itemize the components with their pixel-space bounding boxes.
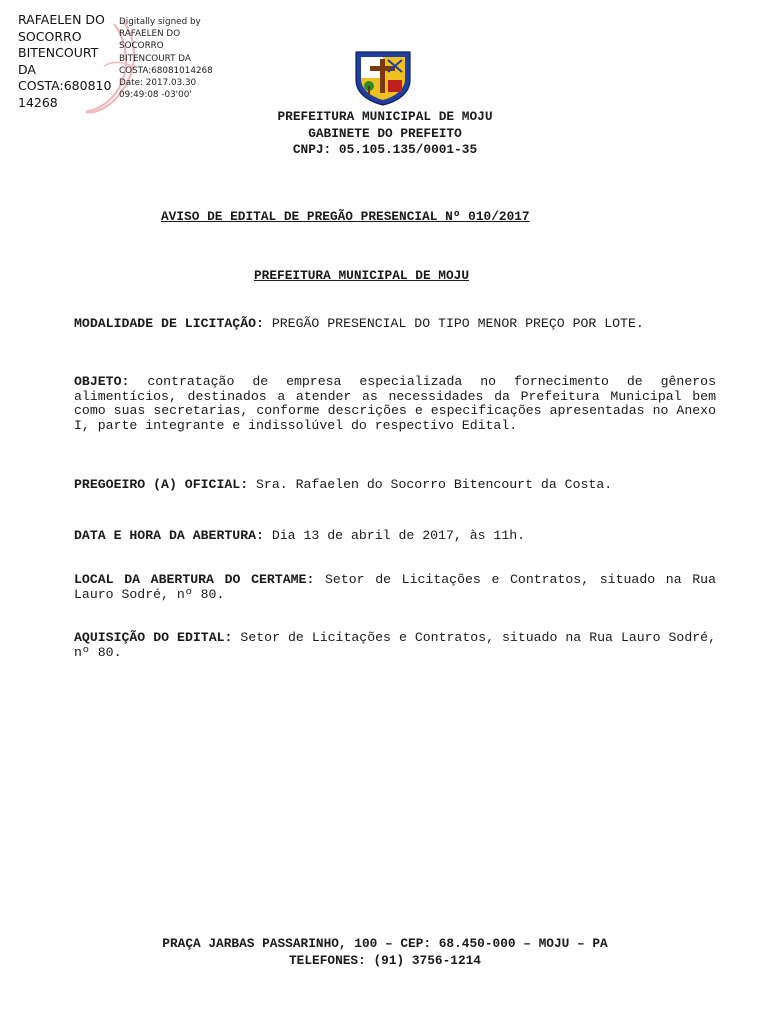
section-text: Setor de Licitações e Contratos, situado na Rua Lauro Sodré, nº 80.: [74, 572, 716, 602]
page-footer: [0, 936, 770, 969]
footer-phone: TELEFONES: (91) 3756-1214: [289, 952, 481, 968]
section-pregoeiro: [74, 478, 716, 493]
section-label: DATA E HORA DA ABERTURA:: [74, 528, 264, 543]
office-name: GABINETE DO PREFEITO: [308, 125, 462, 141]
section-objeto: [74, 375, 716, 433]
section-text: Dia 13 de abril de 2017, às 11h.: [263, 528, 526, 543]
digital-signature: [18, 12, 228, 112]
section-text: contratação de empresa especializada no fornecimento de gêneros alimentícios, destinados a atender as necessidades da Prefeitura Municipal bem como suas secretarias, conforme descrições e especificações apresentadas no Anexo I, parte integrante e indissolúvel do respectivo Edital.: [74, 374, 716, 433]
section-label: MODALIDADE DE LICITAÇÃO:: [74, 316, 264, 331]
section-local: [74, 573, 716, 602]
cnpj: CNPJ: 05.105.135/0001-35: [292, 142, 478, 157]
section-label: AQUISIÇÃO DO EDITAL:: [74, 630, 233, 645]
document-subtitle: PREFEITURA MUNICIPAL DE MOJU: [254, 268, 470, 283]
letterhead: [0, 109, 770, 159]
municipality-name: PREFEITURA MUNICIPAL DE MOJU: [277, 109, 493, 124]
section-text: PREGÃO PRESENCIAL DO TIPO MENOR PREÇO POR LOTE.: [263, 316, 644, 331]
section-modalidade: [74, 317, 716, 332]
signature-details: Digitally signed by RAFAELEN DO SOCORRO BITENCOURT DA COSTA:68081014268 Date: 2017.03.30 09:49:08 -03'00': [119, 17, 213, 101]
section-aquisicao: [74, 631, 716, 660]
signer-name: RAFAELEN DO SOCORRO BITENCOURT DA COSTA:680810 14268: [18, 12, 112, 110]
section-text: Setor de Licitações e Contratos, situado na Rua Lauro Sodré, nº 80.: [74, 630, 716, 660]
document-title: AVISO DE EDITAL DE PREGÃO PRESENCIAL Nº 010/2017: [161, 209, 530, 224]
section-data-hora: [74, 529, 716, 544]
section-label: OBJETO:: [74, 374, 130, 389]
municipal-crest-icon: [352, 50, 414, 106]
section-label: LOCAL DA ABERTURA DO CERTAME:: [74, 572, 315, 587]
section-label: PREGOEIRO (A) OFICIAL:: [74, 477, 249, 492]
footer-address: PRAÇA JARBAS PASSARINHO, 100 – CEP: 68.450-000 – MOJU – PA: [162, 936, 608, 951]
section-text: Sra. Rafaelen do Socorro Bitencourt da Costa.: [248, 477, 613, 492]
